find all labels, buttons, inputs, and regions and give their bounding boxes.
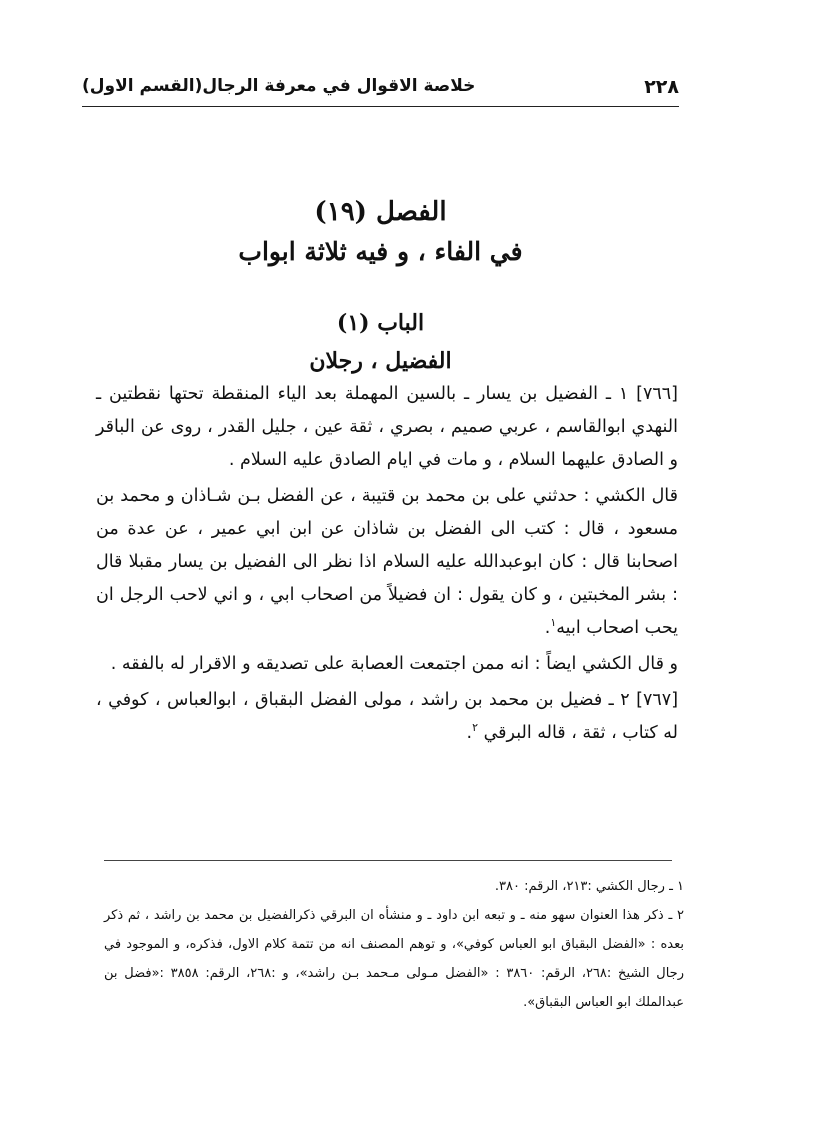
section-title: الباب (١)	[336, 310, 425, 336]
paragraph-kashshi-report: قال الكشي : حدثني على بن محمد بن قتيبة ، عن الفضل بـن شـاذان و محمد بن مسعود ، قال : كتب الى الفضل بن شاذان عن ابن ابي عمير ، عن عدة من اصحابنا قال : كان ابوعبدالله عليه السلام اذا نظر الى الفضيل بن يسار مقبلا قال : بشر المخبتين ، و كان يقول : ان فضيلاً من اصحاب ابي ، و اني لاحب الرجل ان يحب اصحاب ابيه$^١$.	[96, 486, 678, 638]
section-heading	[82, 305, 679, 379]
chapter-heading	[82, 192, 679, 272]
chapter-title: الفصل (١٩)	[314, 197, 447, 227]
page-number: ٢٢٨	[644, 76, 679, 98]
page-header	[82, 70, 679, 104]
footnote-2: ٢ ـ ذكر هذا العنوان سهو منه ـ و تبعه ابن داود ـ و منشأه ان البرقي ذكرالفضيل بن محمد بن راشد ، ثم ذكر بعده : «الفضل البقباق ابو العباس كوفي»، و توهم المصنف انه من تتمة كلام الاول، فذكره، و الموجود في رجال الشيخ :٢٦٨، الرقم: ٣٨٦٠ : «الفضل مـولى مـحمد بـن راشد»، و :٢٦٨، الرقم: ٣٨٥٨ :«فضل بن عبدالملك ابو العباس البقباق».	[104, 908, 684, 1010]
paragraph-kashshi-consensus	[96, 648, 678, 681]
footnote-ref: ٢	[472, 721, 479, 735]
paragraph-text: و قال الكشي ايضاً : انه ممن اجتمعت العصابة على تصديقه و الاقرار له بالفقه .	[110, 654, 678, 674]
footnote-1: ١ ـ رجال الكشي :٢١٣، الرقم: ٣٨٠.	[494, 879, 684, 894]
paragraph-text: [٧٦٦] ١ ـ الفضيل بن يسار ـ بالسين المهملة بعد الياء المنقطة تحتها نقطتين ـ النهدي ابوالقاسم ، عربي صميم ، بصري ، ثقة عين ، جليل القدر ، روى عن الباقر و الصادق عليهما السلام ، و مات في ايام الصادق عليه السلام .	[96, 384, 678, 470]
paragraph-text: [٧٦٧] ٢ ـ فضيل بن محمد بن راشد ، مولى الفضل البقباق ، ابوالعباس ، كوفي ، له كتاب ، ثقة ، قاله البرقي	[96, 690, 679, 743]
header-rule	[82, 106, 679, 107]
footnotes	[104, 872, 684, 1017]
paragraph-entry-767: [٧٦٧] ٢ ـ فضيل بن محمد بن راشد ، مولى الفضل البقباق ، ابوالعباس ، كوفي ، له كتاب ، ثقة ، قاله البرقي $^٢$.	[96, 690, 679, 743]
paragraph-text: قال الكشي : حدثني على بن محمد بن قتيبة ، عن الفضل بـن شـاذان و محمد بن مسعود ، قال : كتب الى الفضل بن شاذان عن ابن ابي عمير ، عن عدة من اصحابنا قال : كان ابوعبدالله عليه السلام اذا نظر الى الفضيل بن يسار مقبلا قال : بشر المخبتين ، و كان يقول : ان فضيلاً من اصحاب ابي ، و اني لاحب الرجل ان يحب اصحاب ابيه	[96, 486, 678, 638]
running-title: خلاصة الاقوال في معرفة الرجال(القسم الاول)	[82, 76, 476, 96]
footnote-ref: ١	[550, 616, 557, 630]
footnote-rule	[104, 860, 672, 861]
section-subtitle: الفضيل ، رجلان	[309, 348, 452, 374]
paragraph-entry-766	[96, 378, 678, 477]
body-text	[96, 378, 678, 753]
chapter-subtitle: في الفاء ، و فيه ثلاثة ابواب	[238, 237, 523, 266]
